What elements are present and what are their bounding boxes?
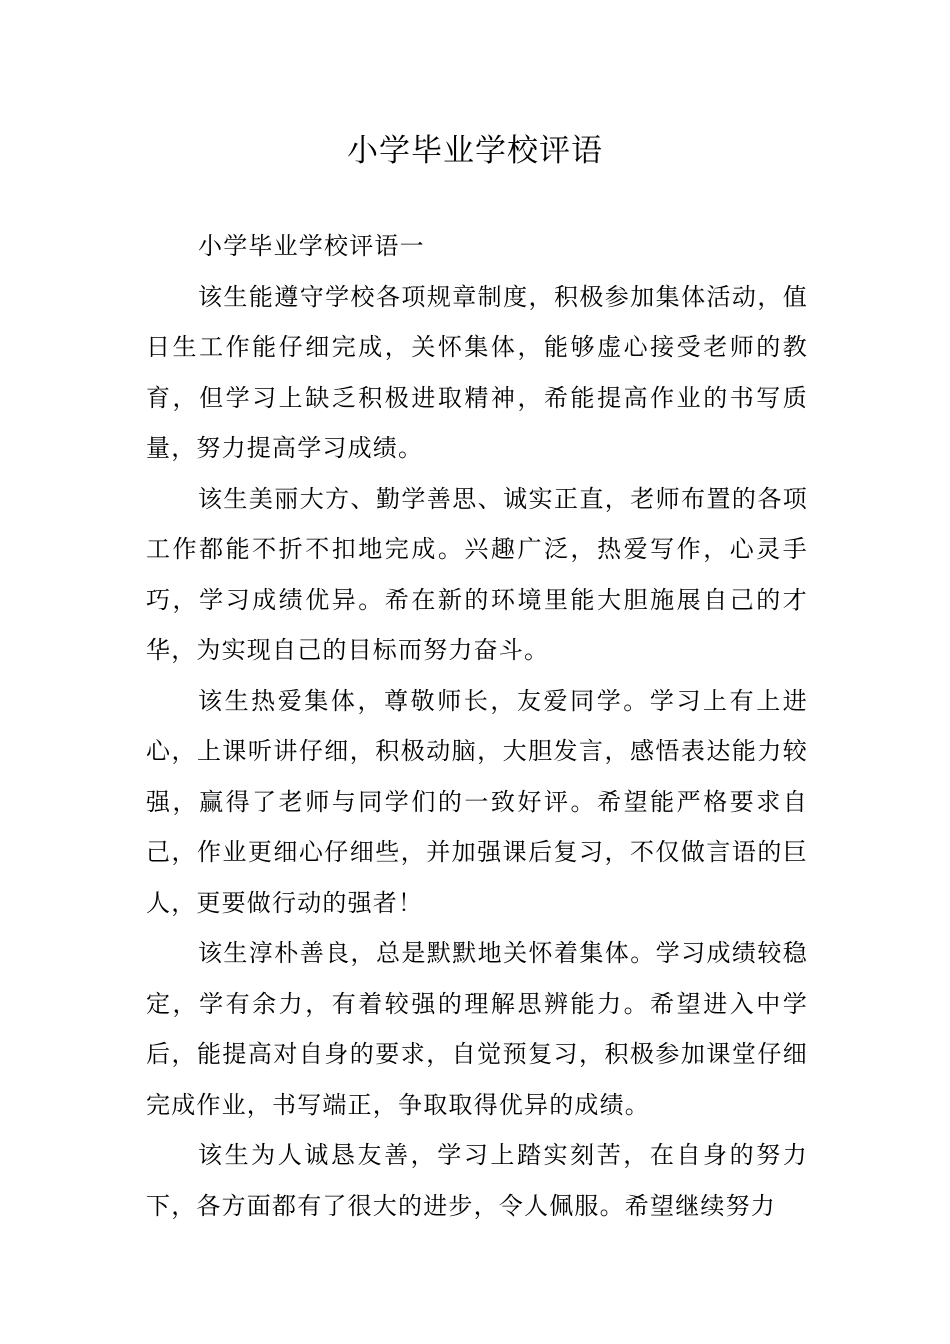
comment-paragraph-5: 该生为人诚恳友善，学习上踏实刻苦，在自身的努力下，各方面都有了很大的进步，令人佩服。希望继续努力 [146, 1141, 808, 1220]
document-body [146, 221, 808, 1231]
document-title: 小学毕业学校评语 [347, 133, 603, 169]
comment-paragraph-2: 该生美丽大方、勤学善思、诚实正直，老师布置的各项工作都能不折不扣地完成。兴趣广泛，热爱写作，心灵手巧，学习成绩优异。希在新的环境里能大胆施展自己的才华，为实现自己的目标而努力奋斗。 [146, 484, 808, 664]
comment-paragraph-4: 该生淳朴善良，总是默默地关怀着集体。学习成绩较稳定，学有余力，有着较强的理解思辨能力。希望进入中学后，能提高对自身的要求，自觉预复习，积极参加课堂仔细完成作业，书写端正，争取取得优异的成绩。 [146, 939, 808, 1119]
comment-paragraph-3: 该生热爱集体，尊敬师长，友爱同学。学习上有上进心，上课听讲仔细，积极动脑，大胆发言，感悟表达能力较强，赢得了老师与同学们的一致好评。希望能严格要求自己，作业更细心仔细些，并加强课后复习，不仅做言语的巨人，更要做行动的强者！ [146, 686, 808, 917]
section-heading: 小学毕业学校评语一 [198, 232, 425, 260]
comment-paragraph-1: 该生能遵守学校各项规章制度，积极参加集体活动，值日生工作能仔细完成，关怀集体，能够虚心接受老师的教育，但学习上缺乏积极进取精神，希能提高作业的书写质量，努力提高学习成绩。 [146, 282, 808, 462]
